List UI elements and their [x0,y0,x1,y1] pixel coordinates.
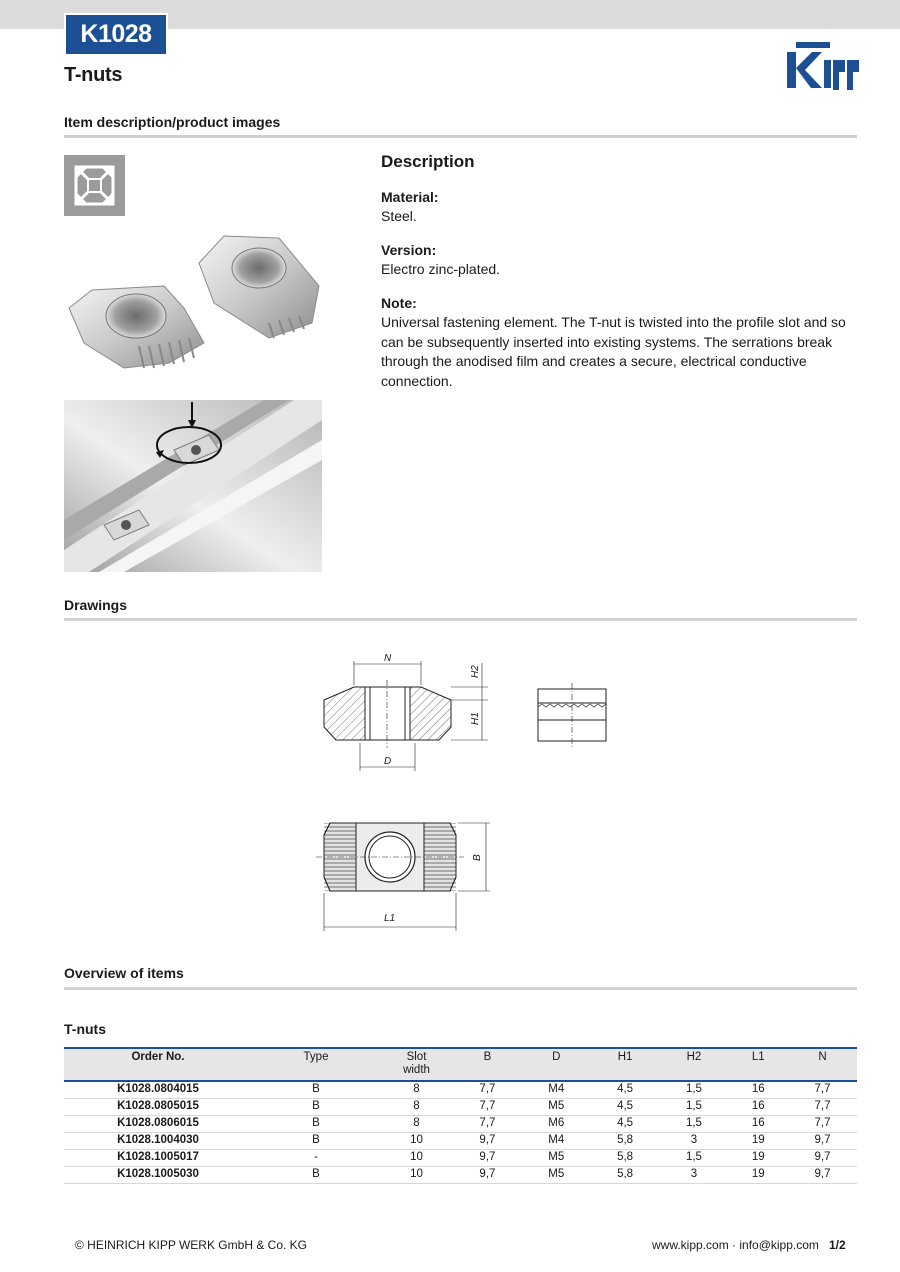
cell: 10 [380,1150,453,1167]
cell: M6 [522,1116,591,1133]
cell: 9,7 [788,1133,857,1150]
cell: 1,5 [660,1116,729,1133]
cell: 10 [380,1133,453,1150]
order-number-cell[interactable]: K1028.1004030 [64,1133,252,1150]
cell: 4,5 [591,1081,660,1099]
cell: 7,7 [788,1081,857,1099]
order-number-cell[interactable]: K1028.0804015 [64,1081,252,1099]
material-label: Material: [381,188,439,205]
cell: B [252,1099,380,1116]
cell: M5 [522,1167,591,1184]
cell: - [252,1150,380,1167]
cell: 8 [380,1116,453,1133]
table-row [64,1081,857,1099]
cell: 7,7 [453,1081,522,1099]
version-label: Version: [381,241,437,258]
order-number-cell[interactable]: K1028.1005030 [64,1167,252,1184]
order-number-cell[interactable]: K1028.0806015 [64,1116,252,1133]
col-b: B [453,1048,522,1081]
section-heading-item-description: Item description/product images [64,114,281,130]
dim-label-b: B [472,854,483,861]
col-h2: H2 [660,1048,729,1081]
dim-label-h1: H1 [470,712,481,725]
cell: 9,7 [453,1133,522,1150]
cell: 19 [728,1150,788,1167]
cell: 5,8 [591,1133,660,1150]
dim-label-h2: H2 [470,665,481,678]
cell: 9,7 [453,1150,522,1167]
footer-page-number: 1/2 [829,1238,846,1252]
dim-label-n: N [384,653,392,664]
cell: M5 [522,1150,591,1167]
note-value: Universal fastening element. The T-nut is twisted into the profile slot and so can be subsequently inserted into existing systems. The serrations break through the anodised film and creates a secure, electrical conductive connection. [381,314,846,389]
cell: 1,5 [660,1099,729,1116]
cell: 16 [728,1081,788,1099]
product-photo-profile-installation [64,400,322,572]
cell: 9,7 [453,1167,522,1184]
section-divider [64,618,857,621]
dim-label-l1: L1 [384,913,396,924]
footer-contact[interactable]: www.kipp.com · info@kipp.com [652,1238,819,1252]
cell: 9,7 [788,1167,857,1184]
description-heading: Description [381,152,475,171]
cell: 7,7 [453,1116,522,1133]
order-number-cell[interactable]: K1028.0805015 [64,1099,252,1116]
cell: B [252,1116,380,1133]
section-divider [64,987,857,990]
table-row [64,1150,857,1167]
product-code-badge: K1028 [64,13,168,56]
col-l1: L1 [728,1048,788,1081]
col-type: Type [252,1048,380,1081]
cell: 3 [660,1133,729,1150]
col-h1: H1 [591,1048,660,1081]
items-table [64,1047,857,1184]
footer-copyright: © HEINRICH KIPP WERK GmbH & Co. KG [75,1238,307,1252]
cell: 3 [660,1167,729,1184]
cell: 7,7 [788,1099,857,1116]
product-photo-tnuts [64,228,322,396]
cell: M5 [522,1099,591,1116]
cell: 9,7 [788,1150,857,1167]
col-order-no: Order No. [64,1048,252,1081]
section-divider [64,135,857,138]
cell: 19 [728,1167,788,1184]
cell: 1,5 [660,1081,729,1099]
col-n: N [788,1048,857,1081]
material-value: Steel. [381,208,417,224]
section-heading-drawings: Drawings [64,597,128,613]
table-row [64,1167,857,1184]
cell: 19 [728,1133,788,1150]
cell: 5,8 [591,1167,660,1184]
cell: B [252,1133,380,1150]
table-header-row [64,1048,857,1081]
col-slot-width: Slot width [380,1048,453,1081]
cell: B [252,1167,380,1184]
note-label: Note: [381,294,417,311]
expand-arrows-icon[interactable] [64,155,125,216]
cell: 5,8 [591,1150,660,1167]
cell: 1,5 [660,1150,729,1167]
cell: M4 [522,1081,591,1099]
technical-drawing [310,645,630,945]
cell: 8 [380,1099,453,1116]
cell: 16 [728,1116,788,1133]
cell: 7,7 [453,1099,522,1116]
table-row [64,1116,857,1133]
description-block [381,152,851,405]
dim-label-d: D [384,756,392,767]
kipp-logo [784,38,860,92]
cell: 8 [380,1081,453,1099]
cell: 16 [728,1099,788,1116]
cell: B [252,1081,380,1099]
cell: M4 [522,1133,591,1150]
table-row [64,1099,857,1116]
order-number-cell[interactable]: K1028.1005017 [64,1150,252,1167]
table-row [64,1133,857,1150]
cell: 4,5 [591,1099,660,1116]
cell: 10 [380,1167,453,1184]
table-caption: T-nuts [64,1021,106,1037]
col-d: D [522,1048,591,1081]
cell: 4,5 [591,1116,660,1133]
cell: 7,7 [788,1116,857,1133]
version-value: Electro zinc-plated. [381,261,501,277]
section-heading-overview: Overview of items [64,965,184,981]
page-title: T-nuts [64,64,123,86]
